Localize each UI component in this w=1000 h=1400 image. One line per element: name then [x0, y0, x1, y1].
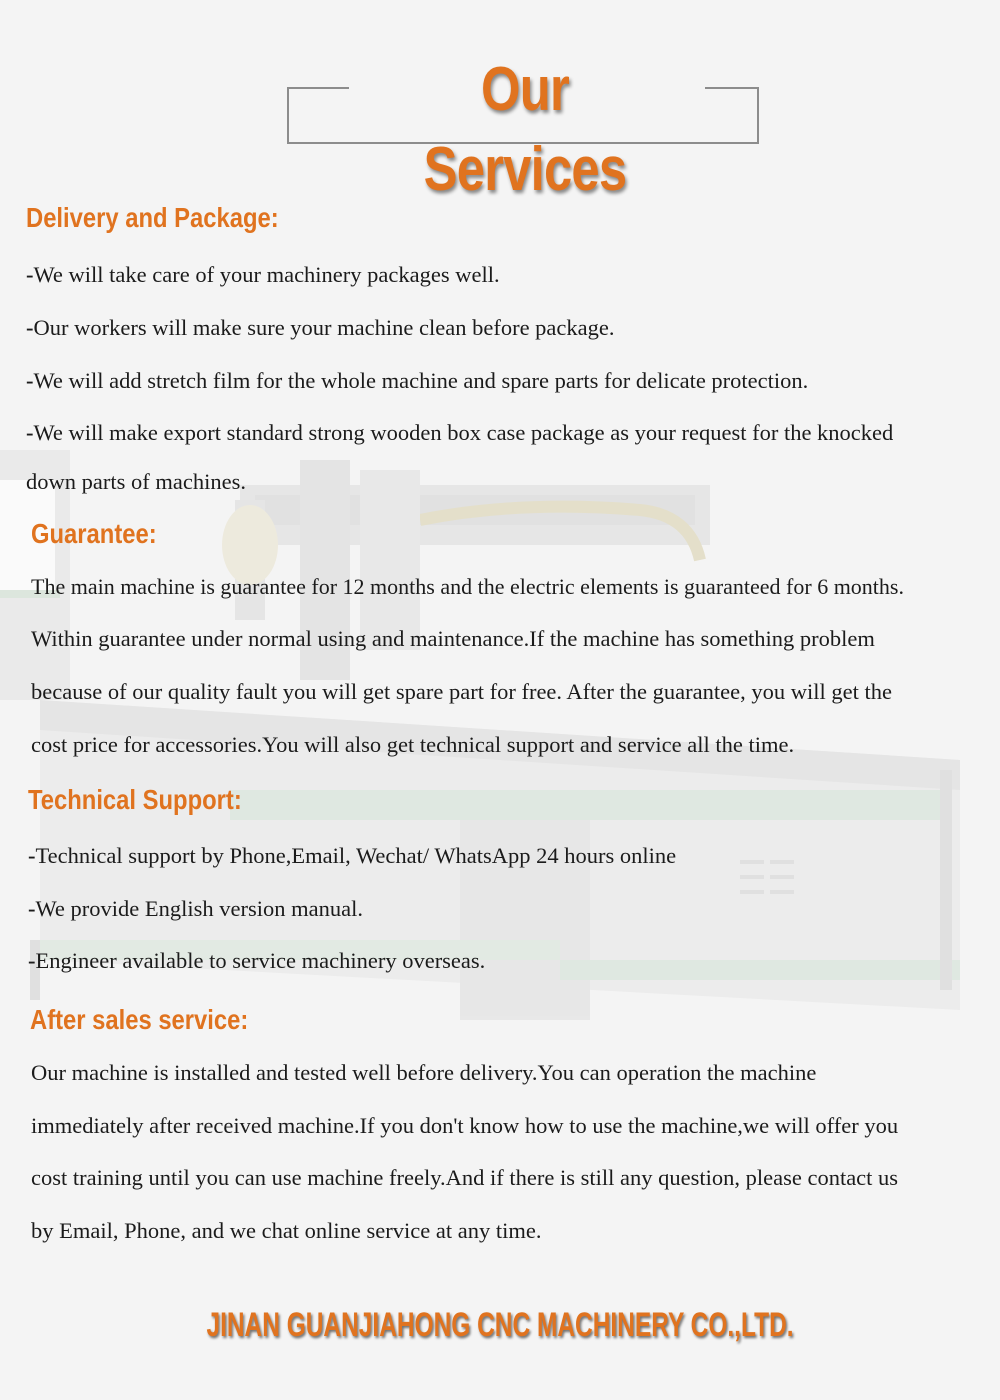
delivery-line-5: down parts of machines.: [26, 469, 246, 494]
after-sales-line-2: immediately after received machine.If you don't know how to use the machine,we will offer you: [31, 1113, 899, 1138]
delivery-line-3: -We will add stretch film for the whole machine and spare parts for delicate protection.: [26, 368, 809, 393]
company-name-footer: JINAN GUANJIAHONG CNC MACHINERY CO.,LTD.: [206, 1306, 794, 1344]
after-sales-line-4: by Email, Phone, and we chat online service at any time.: [31, 1218, 542, 1243]
technical-line-3: -Engineer available to service machinery overseas.: [28, 948, 486, 973]
technical-line-1: -Technical support by Phone,Email, Wechat/ WhatsApp 24 hours online: [28, 843, 677, 868]
title-frame-left-bar: [287, 87, 349, 89]
delivery-line-4: -We will make export standard strong wooden box case package as your request for the knocked: [26, 420, 894, 445]
page-title: Our Services: [423, 55, 627, 204]
after-sales-line-1: Our machine is installed and tested well before delivery.You can operation the machine: [31, 1060, 817, 1085]
after-sales-heading: After sales service:: [30, 1004, 249, 1035]
technical-heading: Technical Support:: [28, 784, 242, 815]
guarantee-line-2: Within guarantee under normal using and maintenance.If the machine has something problem: [31, 626, 875, 651]
guarantee-line-1: The main machine is guarantee for 12 months and the electric elements is guaranteed for 6 months.: [31, 574, 904, 599]
delivery-line-2: -Our workers will make sure your machine clean before package.: [26, 315, 615, 340]
guarantee-line-3: because of our quality fault you will get spare part for free. After the guarantee, you will get the: [31, 679, 892, 704]
delivery-line-1: -We will take care of your machinery packages well.: [26, 262, 500, 287]
after-sales-line-3: cost training until you can use machine freely.And if there is still any question, please contact us: [31, 1165, 899, 1190]
delivery-heading: Delivery and Package:: [26, 202, 279, 233]
title-frame-right-bar: [705, 87, 759, 89]
technical-line-2: -We provide English version manual.: [28, 896, 363, 921]
guarantee-line-4: cost price for accessories.You will also get technical support and service all the time.: [31, 732, 795, 757]
guarantee-heading: Guarantee:: [31, 518, 157, 549]
